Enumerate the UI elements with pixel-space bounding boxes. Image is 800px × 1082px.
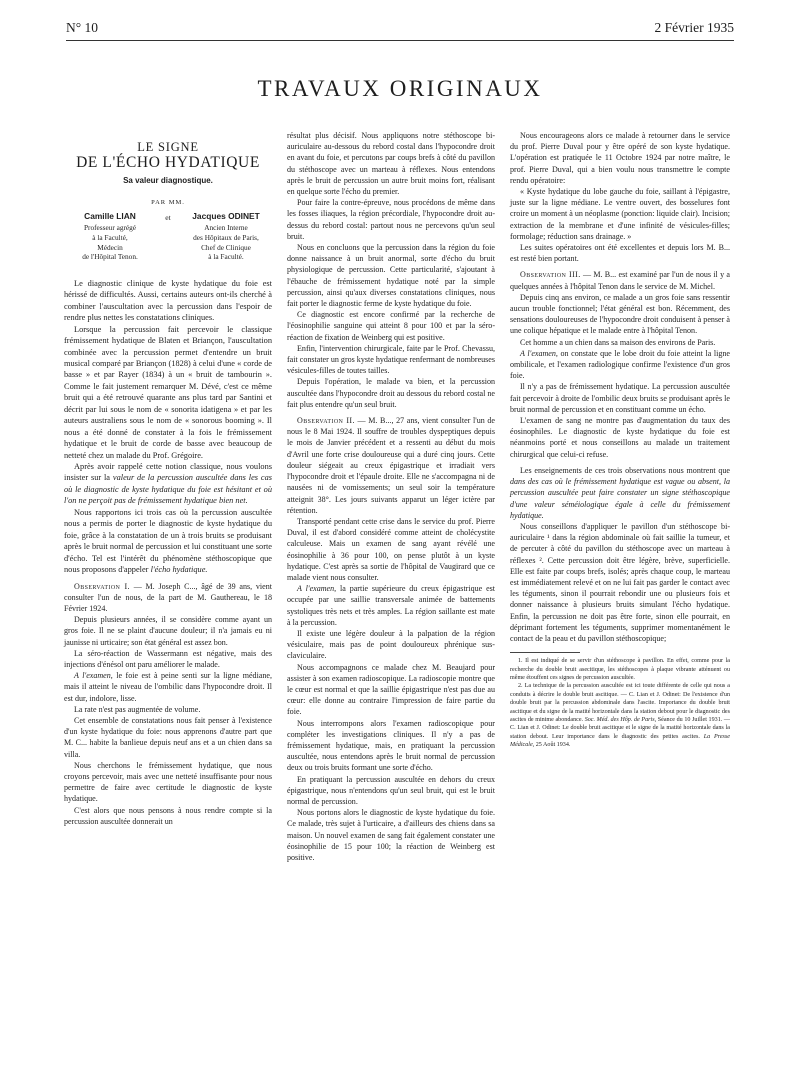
paragraph: Cet homme a un chien dans sa maison des environs de Paris. [520, 337, 716, 347]
author-2-line: des Hôpitaux de Paris, [193, 233, 259, 242]
paragraph: Le diagnostic clinique de kyste hydatique du foie est hérissé de difficultés. Aussi, certains auteurs ont-ils cherché à combiner l'auscultation avec la percussion dans l'espoir de rendre plus nettes les constatations cliniques. [64, 278, 272, 323]
paragraph-text: , le foie est à peine senti sur la ligne médiane, mais il atteint le niveau de l'ombilic dans l'hypocondre droit. Il est dur, indolore, lisse. [64, 671, 272, 703]
byline-par: PAR MM. [151, 198, 185, 206]
paragraph-emphasis: valeur de la percussion auscultée dans les cas où le diagnostic de kyste hydatique du foie est hésitant et où l'on ne perçoit pas de frémissement hydatique bien net. [64, 473, 272, 506]
author-1-line: Professeur agrégé [83, 223, 137, 233]
paragraph [64, 507, 272, 576]
author-2-name: Jacques ODINET [192, 210, 260, 221]
paragraph: Nous conseillons d'appliquer le pavillon d'un stéthoscope bi-auriculaire ¹ dans la région abdominale où fait saillie la tumeur, et de percuter à côté du pavillon du stéthoscope avec un marteau à réflexes ². Cette percussion doit être légère, brève, superficielle. Elle est faite par coups brefs, isolés; après chaque coup, le marteau est immédiatement relevé et on ne lui fait pas garder le contact avec les téguments, sinon il pourrait rebondir une ou plusieurs fois et donner naissance à plusieurs bruits simulant l'écho hydatique. Enfin, la percussion ne doit pas être forte, sinon elle pourrait, en déprimant fortement les téguments, supprimer momentanément le contact de la peau et du pavillon stéthoscopique; [510, 521, 730, 643]
footnotes [510, 657, 730, 749]
quotation: « Kyste hydatique du lobe gauche du foie, saillant à l'épigastre, juste sur la ligne médiane. Le ventre ouvert, des bosselures font croire un moment à un néoplasme (ponction: liquide clair). Incision; extraction de la membrane et d'une infinité de vésicules-filles; formolage; réduction sans drainage. » [510, 187, 730, 241]
article-title-line2: DE L'ÉCHO HYDATIQUE [76, 154, 260, 172]
paragraph [64, 670, 272, 704]
footnote-text: , Séance du 10 Juillet 1931. — C. Lian et J. Odinet: Le double bruit ascitique et le signe de la matité horizontale dans la station debout. Leur importance dans le diagnostic des petites ascites. [510, 716, 730, 740]
author-2-line: à la Faculté. [208, 252, 244, 262]
paragraph-emphasis: A l'examen [74, 671, 111, 681]
observation-text: — M. Joseph C..., âgé de 39 ans, vient consulter l'un de nous, de la part de M. Gauthereau, le 18 Février 1924. [64, 581, 272, 613]
observation-text: — M. B... est examiné par l'un de nous il y a quelques années à l'hôpital Tenon dans le service de M. Michel. [510, 270, 730, 291]
footnote-1: 1. Il est indiqué de se servir d'un stéthoscope à pavillon. En effet, comme pour la recherche du double bruit asecitique, les stéthoscopes à plaque vibrante atténuent ou même étouffent ces signes de percussion auscultée. [510, 658, 730, 681]
paragraph-text: Après avoir rappelé cette notion classique, nous voulons insister sur la [64, 462, 272, 483]
observation-2 [287, 415, 495, 516]
footnote-2 [510, 682, 730, 749]
paragraph-emphasis: dans des cas où le frémissement hydatique est vague ou absent, la percussion auscultée peut faire constater un signe stéthoscopique d'une valeur séméiologique égale à celle du frémissement hydatique. [510, 477, 730, 520]
paragraph [287, 583, 495, 628]
author-1-line: à la Faculté, [92, 233, 128, 242]
paragraph: Nous accompagnons ce malade chez M. Beaujard pour assister à son examen radioscopique. La radioscopie montre que le cœur est normal et que la saillie épigastrique n'est pas due au cœur: elle donne au contraire l'impression de faire partie du foie. [287, 662, 495, 717]
paragraph: C'est alors que nous pensons à nous rendre compte si la percussion auscultée donnerait un [64, 805, 272, 826]
authors-block [64, 212, 272, 262]
paragraph: Transporté pendant cette crise dans le service du prof. Pierre Duval, il est d'abord considéré comme atteint de cholécystite calculeuse. Mais un examen de sang ayant révélé une éosinophilie à 36 pour 100, on pense plutôt à un kyste hydatique. C'est après sa sortie de l'hôpital de Vaugirard que ce malade vient nous consulter. [287, 516, 495, 582]
author-1 [64, 212, 156, 262]
paragraph-emphasis: A l'examen [297, 584, 335, 594]
observation-1 [64, 581, 272, 615]
section-title: TRAVAUX ORIGINAUX [257, 76, 543, 101]
author-2-line: Chef de Clinique [201, 242, 251, 252]
observation-label: Observation I. [74, 581, 130, 591]
observation-label: Observation III. [520, 270, 581, 280]
column-2 [287, 130, 495, 863]
author-1-line: Médecin [97, 242, 123, 252]
paragraph: Les suites opératoires ont été excellentes et depuis lors M. B... est resté bien portant. [510, 243, 730, 264]
paragraph: Nous portons alors le diagnostic de kyste hydatique du foie. Ce malade, très sujet à l'urticaire, a d'ailleurs des chiens dans sa maison. Un nouvel examen de sang fait également constater une éosinophilie de 15 pour 100; la réaction de Weinberg est positive. [287, 808, 495, 862]
article-heading [64, 142, 272, 262]
column-1 [64, 128, 272, 827]
paragraph: Enfin, l'intervention chirurgicale, faite par le Prof. Chevassu, fait constater un gros kyste hydatique renfermant de nombreuses vésicules-filles de toutes tailles. [287, 343, 495, 376]
paragraph: Pour faire la contre-épreuve, nous procédons de même dans les fosses iliaques, la région précordiale, l'hypocondre droit au-dessus du rebord costal: partout nous ne percevons qu'un seul bruit. [287, 198, 495, 241]
footnote-rule [510, 652, 580, 653]
paragraph: Cet ensemble de constatations nous fait penser à l'existence d'un kyste hydatique du foie: nous apprenons d'autre part que M. C... habite la banlieue depuis neuf ans et a un chien dans sa villa. [64, 716, 272, 759]
paragraph-text: Nous rapportons ici trois cas où la percussion auscultée nous a permis de porter le diagnostic de kyste hydatique du foie, grâce à la constatation de un à trois bruits se produisant après le bruit normal de percussion et lui constituant une sorte d'écho. Tel est l'intérêt du phénomène stéthoscopique que nous proposons d'appeler [64, 507, 272, 575]
paragraph: L'examen de sang ne montre pas d'augmentation du taux des éosinophiles. Le diagnostic de kyste hydatique du foie est néanmoins porté et nous conseillons au malade un traitement chirurgical que celui-ci refuse. [510, 416, 730, 459]
paragraph: Il existe une légère douleur à la palpation de la région vésiculaire, mais pas de point douloureux phrénique sus-claviculaire. [287, 628, 495, 661]
paragraph: La séro-réaction de Wassermann est négative, mais des injections d'énésol ont paru améliorer le malade. [64, 648, 272, 669]
paragraph-emphasis: l'écho hydatique. [150, 565, 208, 575]
paragraph: résultat plus décisif. Nous appliquons notre stéthoscope bi-auriculaire au-dessous du rebord costal dans l'hypocondre droit en avant du foie, et percutons par coups brefs à côté du pavillon du stéthoscope avec un marteau à réflexes. Nous entendons après le bruit de percussion un autre bruit moins fort, réalisant en quelque sorte l'écho du premier. [287, 131, 495, 197]
issue-number: N° 10 [66, 20, 99, 35]
issue-date: 2 Février 1935 [654, 20, 734, 35]
article-subtitle: Sa valeur diagnostique. [123, 176, 213, 186]
author-conjunction: et [165, 212, 171, 222]
observation-label: Observation II. [297, 416, 355, 426]
paragraph: Il n'y a pas de frémissement hydatique. La percussion auscultée fait percevoir à droite de l'ombilic deux bruits se produisant après le bruit normal de percussion et en constituant comme un écho. [510, 382, 730, 414]
paragraph-text: , on constate que le lobe droit du foie atteint la ligne ombilicale, et l'examen radiologique confirme l'existence d'un gros foie. [510, 348, 731, 381]
paragraph-text: , la partie supérieure du creux épigastrique est occupée par une saillie transversale animée de battements systoliques très nets et très amples. La région saillante est mate à la percussion. [287, 584, 496, 627]
footnote-text: , 25 Août 1934. [532, 742, 571, 749]
paragraph: Depuis plusieurs années, il se considère comme ayant un gros foie. Il ne se plaint d'aucune douleur; il n'a jamais eu ni jaunisse ni urticaire; son état général est assez bon. [64, 615, 272, 647]
paragraph: Depuis cinq ans environ, ce malade a un gros foie sans ressentir aucun trouble fonctionnel; l'état général est bon. Récemment, des sensations douloureuses de l'hypocondre droit conduisent à penser à une colique hépatique et le malade entre à l'hôpital Tenon. [510, 292, 730, 336]
footnote-citation: Soc. Méd. des Hôp. de Paris [584, 716, 655, 723]
author-1-line: de l'Hôpital Tenon. [82, 252, 138, 262]
footnote-citation: La Presse Médicale [510, 733, 730, 749]
observation-text: — M. B..., 27 ans, vient consulter l'un de nous le 8 Mai 1924. Il souffre de troubles dyspeptiques depuis le mois de Janvier précédent et a ressenti au début du mois d'Avril une forte crise douloureuse qui a duré cinq jours. Cette douleur siégeait au creux épigastrique et irradiait vers l'hypocondre droit et l'épaule droite. Elle ne s'accompagna ni de nausées ni de vomissements; un seul soir la température atteignit 38°. Les jours suivants apparut un léger ictère par rétention. [287, 416, 495, 515]
paragraph [510, 348, 730, 382]
footnote-text: 2. La technique de la percussion auscultée est ici toute différente de celle qui nous a conduits à décrire le double bruit ascitique. — C. Lian et J. Odinet: De l'existence d'un double bruit par la percussion abdominale dans l'ascite. Importance du double bruit ascitique et du signe de la matité horizontale dans la station debout pour le diagnostic des ascites de minime abondance. [510, 683, 730, 723]
paragraph: Nous encourageons alors ce malade à retourner dans le service du prof. Pierre Duval pour y être opéré de son kyste hydatique. L'opération est pratiquée le 11 Octobre 1924 par notre maître, le prof. Pierre Duval, qui a bien voulu nous transmettre le compte rendu opératoire: [510, 131, 730, 185]
paragraph: Nous en concluons que la percussion dans la région du foie donne naissance à un bruit anormal, sorte d'écho du bruit physiologique de percussion. Cette particularité, s'ajoutant à l'ébauche de frémissement hydatique noté par la simple percussion, ainsi qu'aux diverses constatations cliniques, nous fait porter le diagnostic ferme de kyste hydatique du foie. [287, 243, 495, 309]
paragraph: Ce diagnostic est encore confirmé par la recherche de l'éosinophilie sanguine qui atteint 8 pour 100 et par la séro-réaction de fixation de Weinberg qui est positive. [287, 310, 495, 342]
author-2-line: Ancien Interne [204, 223, 248, 233]
paragraph-text: Les enseignements de ces trois observations nous montrent que [520, 465, 730, 475]
paragraph: Depuis l'opération, le malade va bien, et la percussion auscultée dans l'hypocondre droit au dessous du rebord costal ne fait plus entendre qu'un seul bruit. [287, 377, 495, 409]
author-1-name: Camille LIAN [84, 210, 136, 221]
author-2 [180, 212, 272, 262]
paragraph [64, 461, 272, 507]
paragraph: Nous interrompons alors l'examen radioscopique pour compléter les investigations cliniques. Il n'y a pas de frémissement hydatique, mais, en pratiquant la percussion auscultée, nous entendons après le bruit normal de percussion deux ou trois bruits formant une sorte d'écho. [287, 718, 495, 773]
paragraph: En pratiquant la percussion auscultée en dehors du creux épigastrique, nous n'entendons qu'un seul bruit, qui est le bruit normal de percussion. [287, 774, 495, 806]
observation-3 [510, 269, 730, 291]
paragraph: Nous cherchons le frémissement hydatique, que nous croyons percevoir, mais avec une netteté insuffisante pour nous permettre de faire avec certitude le diagnostic de kyste hydatique. [64, 760, 272, 804]
paragraph [510, 465, 730, 521]
column-3 [510, 130, 730, 750]
header-rule [66, 40, 734, 41]
article-title-line1: LE SIGNE [137, 140, 199, 154]
paragraph-emphasis: A l'examen [520, 348, 556, 358]
paragraph: Lorsque la percussion fait percevoir le classique frémissement hydatique de Blaten et Briançon, l'auscultation combinée avec la percussion permet d'entendre un bruit musical comparé par Briançon (1828) à celui d'une « corde de basse » et par Rayer (1834) à un « bruit de tambourin ». Comme le fait justement remarquer M. Dévé, c'est ce même bruit qui a été retrouvé quarante ans plus tard par Santini et décrit par lui sous le nom de « sonorita idatigena » et par les auteurs australiens sous le nom de « sonorous booming ». Il nous a été donné de constater à la fois le frémissement hydatique et le bruit de corde de basse avec beaucoup de netteté chez un malade du Prof. Grégoire. [64, 324, 272, 460]
paragraph: La rate n'est pas augmentée de volume. [74, 704, 201, 714]
